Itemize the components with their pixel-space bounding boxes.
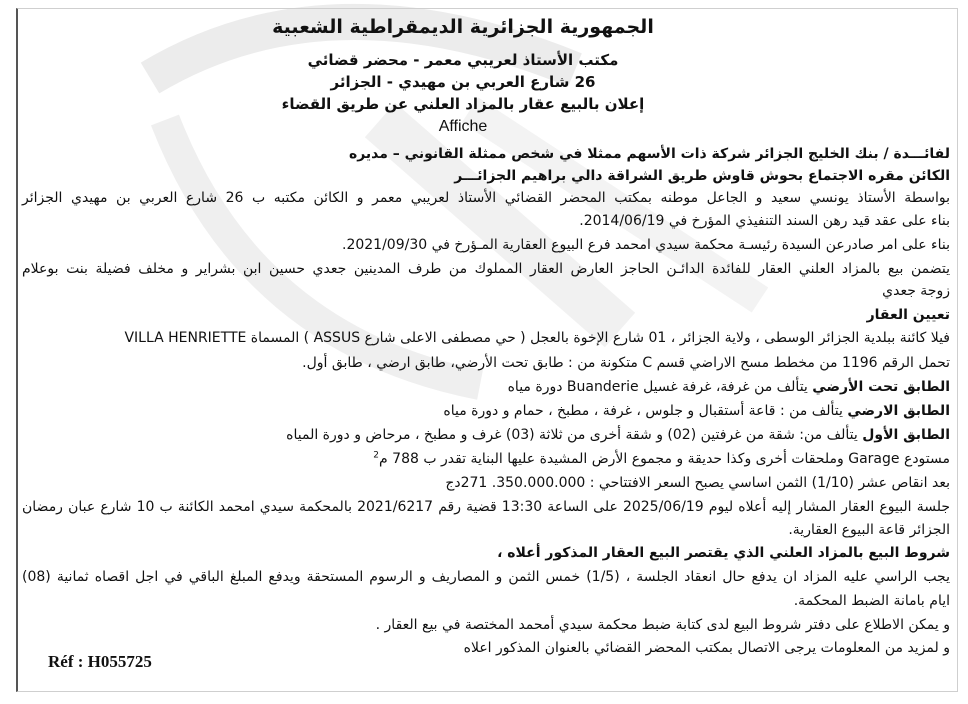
session-line-continuation: الجزائر قاعة البيوع العقارية.	[788, 522, 950, 538]
session-line: جلسة البيوع العقار المشار إليه أعلاه ليوم 2025/06/19 على الساعة 13:30 قضية رقم 2021/6217 بالمحكمة سيدي امحمد الكائنة ب 10 شارع عبان رمضان	[22, 499, 950, 515]
floor-description: يتألف من : قاعة أستقبال و جلوس ، غرفة ، مطبخ ، حمام و دورة مياه	[443, 403, 848, 419]
affiche-label: Affiche	[438, 118, 488, 135]
property-location-line: فيلا كائنة ببلدية الجزائر الوسطى ، ولاية الجزائر ، 01 شارع الإخوة بالعجل ( حي مصطفى الاعلى شارع ASSUS ) المسماة VILLA HENRIETTE	[124, 330, 950, 346]
ground-floor-line	[22, 401, 950, 421]
annexes-text: مستودع Garage وملحقات أخرى وكذا حديقة و مجموع الأرض المشيدة عليها البناية تقدر ب 788 م	[379, 451, 950, 467]
agent-line: بواسطة الأستاذ يونسي سعيد و الجاعل موطنه بمكتب المحضر القضائي الأستاذ لعريبي معمر و الكائن مكتبه ب 26 شارع العربي بن مهيدي الجزائر	[22, 190, 951, 206]
office-name: مكتب الأستاذ لعريبي معمر - محضر قضائي	[307, 51, 619, 69]
sale-scope-continuation: زوجة جعدي	[882, 283, 950, 299]
office-address: 26 شارع العربي بن مهيدي - الجزائر	[330, 73, 596, 91]
beneficiary-line: لفائـــدة / بنك الخليج الجزائر شركة ذات الأسهم ممثلا في شخص ممثلة القانوني – مديره	[348, 146, 950, 162]
floor-description: يتألف من: شقة من غرفتين (02) و شقة أخرى من ثلاثة (03) غرف و مطبخ ، مرحاض و دورة المياه	[286, 427, 863, 443]
floor-label: الطابق الارضي	[847, 403, 950, 419]
country-heading: الجمهورية الجزائرية الديمقراطية الشعبية	[272, 16, 654, 38]
sale-scope-line: يتضمن بيع بالمزاد العلني العقار للفائدة الدائـن الحاجز العارض العقار المملوك من طرف المدينين جعدي حسين ابن بشراير و مخلف فضيلة بنت بوعلام	[22, 261, 950, 277]
reference-number: Réf : H055725	[48, 652, 152, 671]
floor-description: يتألف من غرفة، غرفة غسيل Buanderie دورة مياه	[507, 379, 813, 395]
payment-condition-continuation: ايام بامانة الضبط المحكمة.	[793, 593, 950, 609]
first-floor-line	[22, 425, 950, 445]
court-order-line: بناء على امر صادرعن السيدة رئيسـة محكمة سيدي امحمد فرع البيوع العقارية المـؤرخ في 2021/09/30.	[341, 237, 950, 253]
contact-line: و لمزيد من المعلومات يرجى الاتصال بمكتب المحضر القضائي بالعنوان المذكور اعلاه	[463, 640, 950, 656]
notice-title: إعلان بالبيع عقار بالمزاد العلني عن طريق القضاء	[281, 95, 645, 113]
property-cadastre-line: تحمل الرقم 1196 من مخطط مسح الاراضي قسم C متكونة من : طابق تحت الأرضي، طابق ارضي ، طابق أول.	[302, 355, 950, 371]
basement-floor-line	[22, 377, 950, 397]
floor-label: الطابق الأول	[862, 427, 950, 443]
opening-price-line: بعد انقاص عشر (1/10) الثمن اساسي يصبح السعر الافتتاحي : 350.000.000. 271دج	[445, 475, 950, 491]
annexes-line	[22, 449, 950, 469]
deed-line: بناء على عقد قيد رهن السند التنفيذي المؤرخ في 2014/06/19.	[579, 213, 950, 229]
consultation-line: و يمكن الاطلاع على دفتر شروط البيع لدى كتابة ضبط محكمة سيدي أمحمد المختصة في بيع العقار .	[375, 617, 950, 633]
area-unit-superscript: 2	[373, 450, 380, 461]
floor-label: الطابق تحت الأرضي	[812, 379, 950, 395]
property-heading: تعيين العقار	[866, 307, 950, 323]
conditions-heading: شروط البيع بالمزاد العلني الذي يقتصر البيع العقار المذكور أعلاه ،	[497, 545, 950, 561]
beneficiary-seat-line: الكائن مقره الاجتماع بحوش قاوش طريق الشراقة دالي براهيم الجزائـــر	[454, 168, 950, 184]
payment-condition-line: يجب الراسي عليه المزاد ان يدفع حال انعقاد الجلسة ، (1/5) خمس الثمن و المصاريف و الرسوم المستحقة ويدفع المبلغ الباقي في اجل اقصاه ثمانية (08)	[22, 569, 950, 585]
